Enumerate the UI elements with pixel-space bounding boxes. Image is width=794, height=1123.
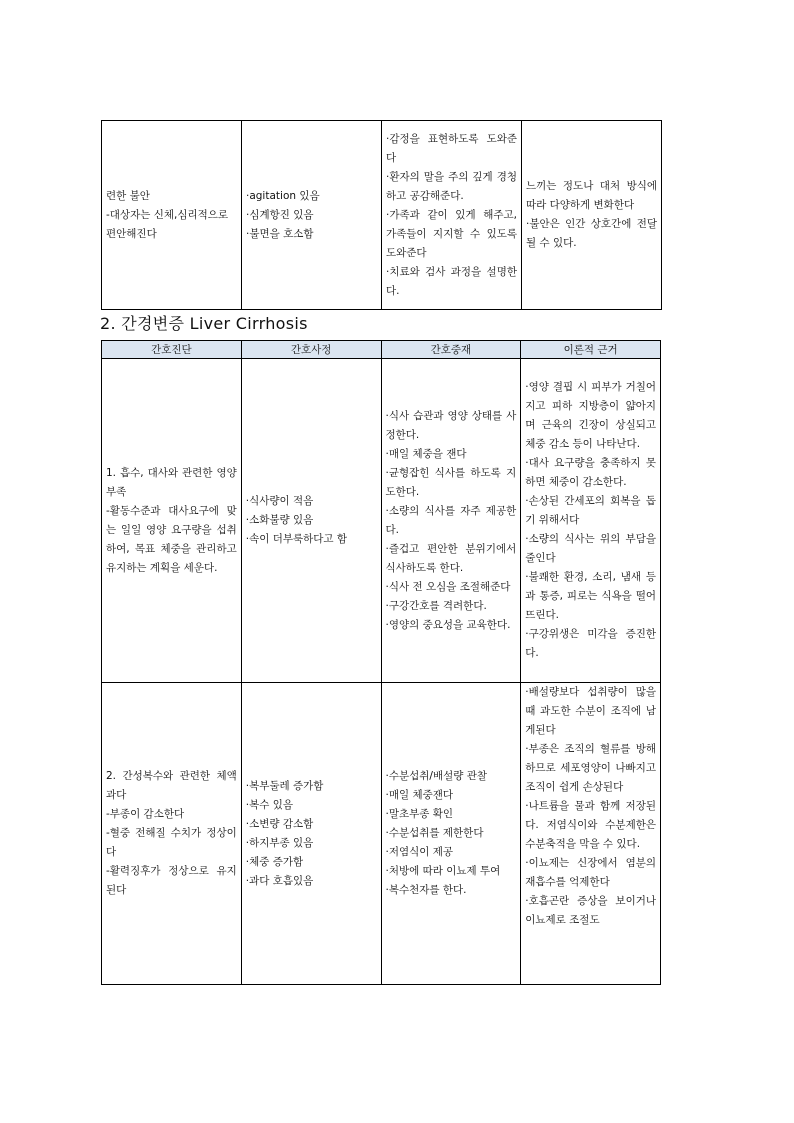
header-rationale: 이론적 근거 xyxy=(521,341,661,359)
intervention-cell: ·수분섭취/배설량 관찰 ·매일 체중잰다 ·말초부종 확인 ·수분섭취를 제한한다 ·저염식이 제공 ·처방에 따라 이뇨제 투여 ·복수천자를 한다. xyxy=(381,683,521,985)
rationale-cell: ·영양 결핍 시 피부가 거칠어지고 피하 지방층이 얇아지며 근육의 긴장이 상실되고 체중 감소 등이 나타난다. ·대사 요구량을 충족하지 못하면 체중이 감소한다. ·손상된 간세포의 회복을 돕기 위해서다 ·소량의 식사는 위의 부담을 줄인다 ·불쾌한 환경, 소리, 냄새 등과 통증, 피로는 식욕을 떨어뜨린다. ·구강위생은 미각을 증진한다. xyxy=(521,359,661,683)
diagnosis-cell: 2. 간성복수와 관련한 체액과다 -부종이 감소한다 -혈중 전해질 수치가 정상이다 -활력징후가 정상으로 유지된다 xyxy=(102,683,242,985)
liver-cirrhosis-care-plan-table xyxy=(101,340,661,985)
table-row xyxy=(102,121,662,310)
table-row xyxy=(102,683,661,985)
diagnosis-cell: 련한 불안 -대상자는 신체,심리적으로 편안해진다 xyxy=(102,121,242,310)
header-diagnosis: 간호진단 xyxy=(102,341,242,359)
section-title: 2. 간경변증 Liver Cirrhosis xyxy=(100,314,308,333)
intervention-cell: ·감정을 표현하도록 도와준다 ·환자의 말을 주의 깊게 경청하고 공감해준다. ·가족과 같이 있게 해주고, 가족들이 지지할 수 있도록 도와준다 ·치료와 검사 과정을 설명한다. xyxy=(382,121,522,310)
header-intervention: 간호중재 xyxy=(381,341,521,359)
care-plan-table-continued xyxy=(101,120,662,310)
header-assessment: 간호사정 xyxy=(241,341,381,359)
rationale-cell: ·배설량보다 섭취량이 많을 때 과도한 수분이 조직에 남게된다 ·부종은 조직의 혈류를 방해하므로 세포영양이 나빠지고 조직이 쉽게 손상된다 ·나트륨을 물과 함께 저장된다. 저염식이와 수분제한은 수분축적을 막을 수 있다. ·이뇨제는 신장에서 염분의 재흡수를 억제한다 ·호흡곤란 증상을 보이거나 이뇨제로 조절도 xyxy=(521,683,661,985)
table-header-row xyxy=(102,341,661,359)
assessment-cell: ·복부둘레 증가함 ·복수 있음 ·소변량 감소함 ·하지부종 있음 ·체중 증가함 ·과다 호흡있음 xyxy=(241,683,381,985)
assessment-cell: ·식사량이 적음 ·소화불량 있음 ·속이 더부룩하다고 함 xyxy=(241,359,381,683)
assessment-cell: ·agitation 있음 ·심계항진 있음 ·불면을 호소함 xyxy=(242,121,382,310)
table-row xyxy=(102,359,661,683)
rationale-cell: 느끼는 정도나 대처 방식에 따라 다양하게 변화한다 ·불안은 인간 상호간에 전달 될 수 있다. xyxy=(522,121,662,310)
intervention-cell: ·식사 습관과 영양 상태를 사정한다. ·매일 체중을 잰다 ·균형잡힌 식사를 하도록 지도한다. ·소량의 식사를 자주 제공한다. ·즐겁고 편안한 분위기에서 식사하도록 한다. ·식사 전 오심을 조절해준다 ·구강간호를 격려한다. ·영양의 중요성을 교육한다. xyxy=(381,359,521,683)
diagnosis-cell: 1. 흡수, 대사와 관련한 영양부족 -활동수준과 대사요구에 맞는 일일 영양 요구량을 섭취하여, 목표 체중을 관리하고 유지하는 계획을 세운다. xyxy=(102,359,242,683)
